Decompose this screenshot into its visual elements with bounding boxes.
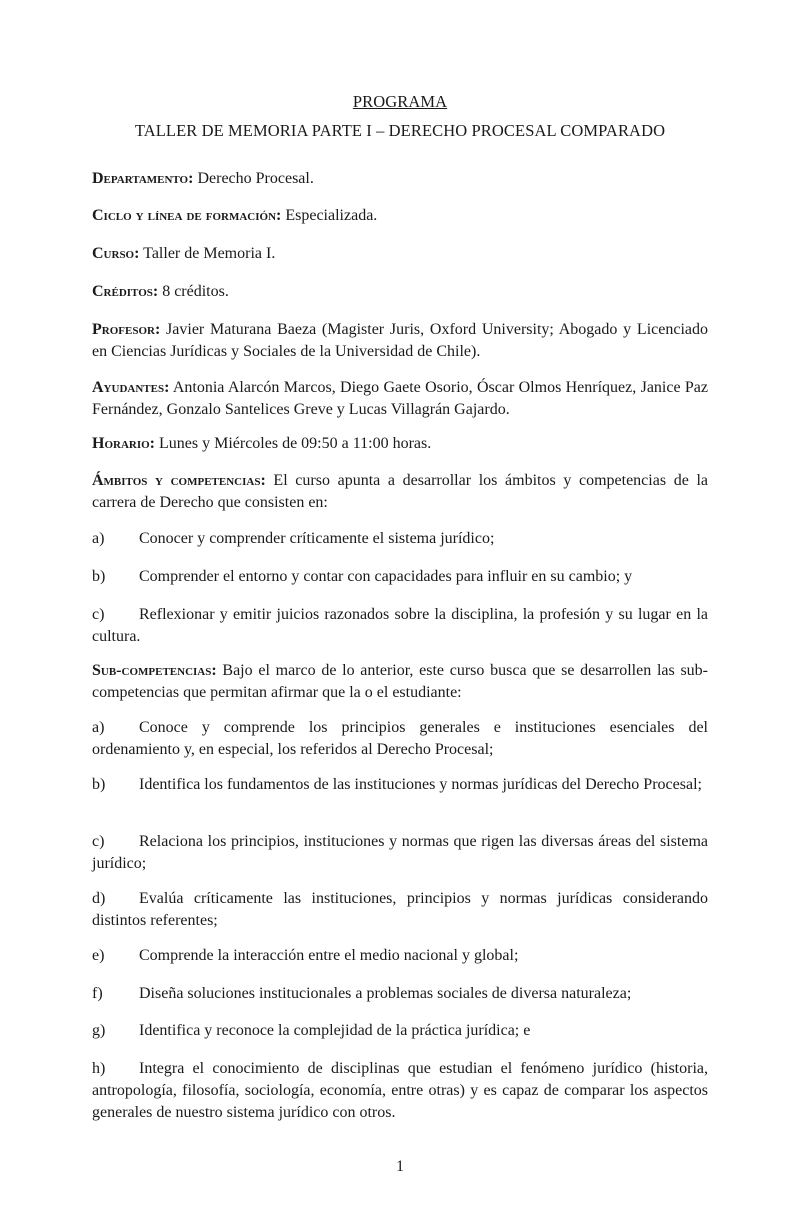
list-text: Relaciona los principios, instituciones y normas que rigen las diversas áreas del sistema jurídico; (92, 833, 708, 872)
field-label: Departamento: (92, 170, 194, 187)
field-label: Profesor: (92, 321, 161, 338)
field-label: Ámbitos y competencias: (92, 472, 266, 489)
field-label: Ayudantes: (92, 379, 170, 396)
field-ayudantes (92, 377, 708, 421)
list-marker: c) (92, 833, 105, 850)
list-item (92, 566, 708, 588)
field-value: Antonia Alarcón Marcos, Diego Gaete Osorio, Óscar Olmos Henríquez, Janice Paz Fernández, Gonzalo Santelices Greve y Lucas Villagrán Gajardo. (92, 379, 708, 418)
field-ambitos (92, 470, 708, 514)
field-label: Ciclo y línea de formación: (92, 207, 282, 224)
list-item (92, 888, 708, 932)
field-value: Taller de Memoria I. (139, 245, 276, 262)
field-value: Especializada. (281, 207, 378, 224)
field-label: Curso: (92, 245, 140, 262)
list-marker: f) (92, 985, 103, 1002)
field-departamento (92, 168, 708, 190)
list-text: Identifica los fundamentos de las instituciones y normas jurídicas del Derecho Procesal; (139, 776, 702, 793)
list-item (92, 945, 708, 967)
field-curso (92, 243, 708, 265)
field-label: Sub-competencias: (92, 662, 217, 679)
list-item (92, 774, 708, 796)
field-value: Lunes y Miércoles de 09:50 a 11:00 horas. (155, 435, 432, 452)
field-value: 8 créditos. (158, 283, 229, 300)
field-value: El curso apunta a desarrollar los ámbitos y competencias de la carrera de Derecho que consisten en: (92, 472, 708, 511)
list-text: Integra el conocimiento de disciplinas que estudian el fenómeno jurídico (historia, antropología, filosofía, sociología, economía, entre otras) y es capaz de comparar los aspectos generales de nuestro sistema jurídico con otros. (92, 1060, 708, 1121)
list-marker: a) (92, 530, 105, 547)
list-item (92, 1020, 708, 1042)
field-value: Derecho Procesal. (193, 170, 314, 187)
page-subtitle: TALLER DE MEMORIA PARTE I – DERECHO PROCESAL COMPARADO (134, 121, 666, 140)
field-label: Créditos: (92, 283, 159, 300)
list-item (92, 983, 708, 1005)
list-item (92, 717, 708, 761)
list-item (92, 604, 708, 648)
list-text: Conoce y comprende los principios generales e instituciones esenciales del ordenamiento y, en especial, los referidos al Derecho Procesal; (92, 719, 708, 758)
list-text: Conocer y comprender críticamente el sistema jurídico; (139, 530, 495, 547)
page-title: PROGRAMA (352, 92, 448, 111)
field-subcompetencias (92, 660, 708, 704)
field-horario (92, 433, 708, 455)
list-item (92, 831, 708, 875)
list-item (92, 528, 708, 550)
field-value: Javier Maturana Baeza (Magister Juris, Oxford University; Abogado y Licenciado en Ciencias Jurídicas y Sociales de la Universidad de Chile). (92, 321, 708, 360)
list-marker: e) (92, 947, 105, 964)
list-marker: d) (92, 890, 106, 907)
field-creditos (92, 281, 708, 303)
list-text: Reflexionar y emitir juicios razonados sobre la disciplina, la profesión y su lugar en la cultura. (92, 606, 708, 645)
list-text: Identifica y reconoce la complejidad de la práctica jurídica; e (139, 1022, 531, 1039)
field-value: Bajo el marco de lo anterior, este curso busca que se desarrollen las sub-competencias que permitan afirmar que la o el estudiante: (92, 662, 708, 701)
field-label: Horario: (92, 435, 155, 452)
list-marker: b) (92, 776, 106, 793)
field-profesor (92, 319, 708, 363)
list-marker: g) (92, 1022, 106, 1039)
list-text: Diseña soluciones institucionales a problemas sociales de diversa naturaleza; (139, 985, 632, 1002)
list-text: Evalúa críticamente las instituciones, principios y normas jurídicas considerando distintos referentes; (92, 890, 708, 929)
list-marker: c) (92, 606, 105, 623)
list-marker: a) (92, 719, 105, 736)
list-item (92, 1058, 708, 1124)
list-text: Comprende la interacción entre el medio nacional y global; (139, 947, 519, 964)
list-marker: h) (92, 1060, 106, 1077)
list-marker: b) (92, 568, 106, 585)
list-text: Comprender el entorno y contar con capacidades para influir en su cambio; y (139, 568, 633, 585)
field-ciclo (92, 205, 708, 227)
page-number: 1 (396, 1158, 404, 1175)
